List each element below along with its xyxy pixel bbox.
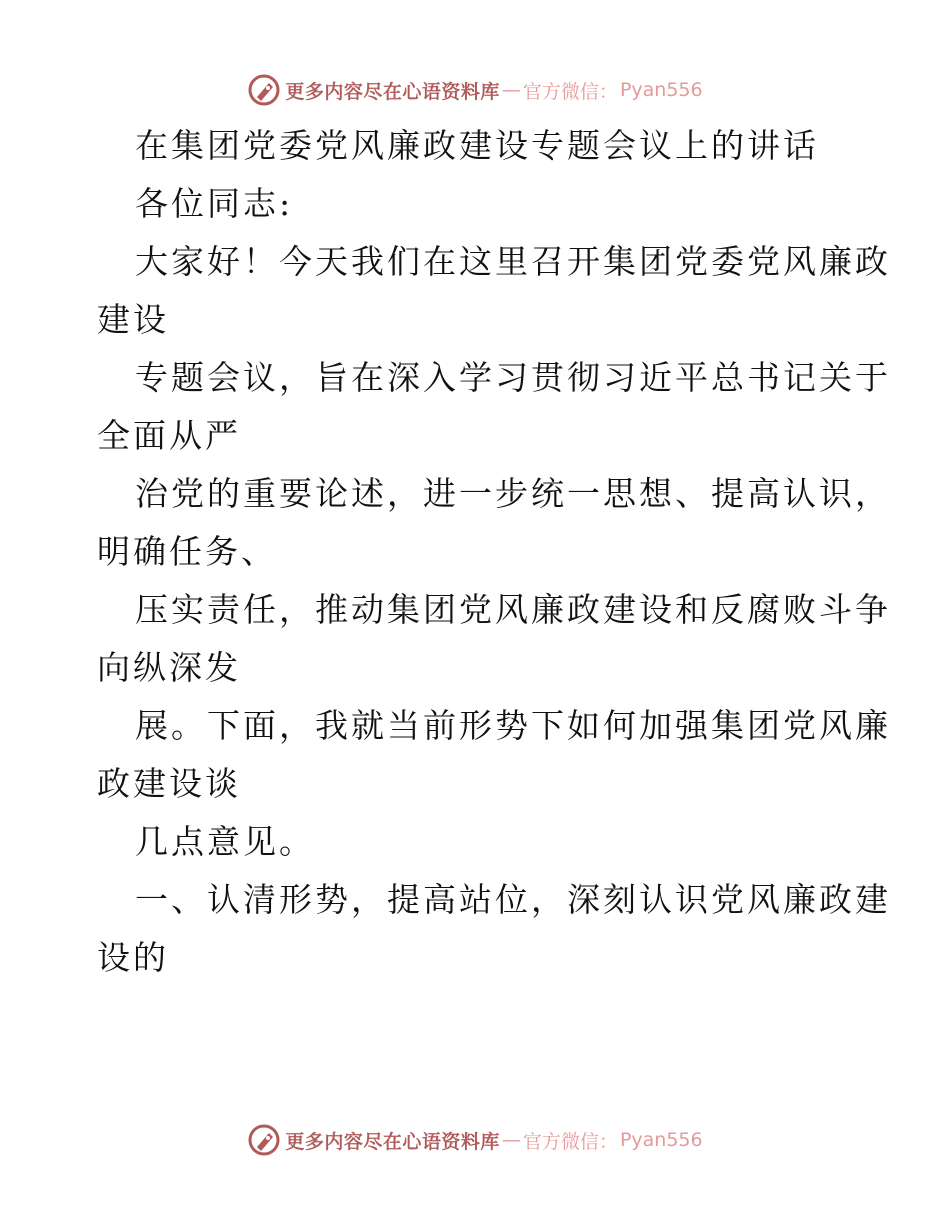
paragraph-line: 向纵深发 — [97, 648, 241, 687]
paragraph-line: 专题会议，旨在深入学习贯彻习近平总书记关于 — [135, 358, 891, 397]
banner-dash: — — [501, 1129, 521, 1151]
banner-dash: — — [501, 79, 521, 101]
paragraph-line: 展。下面，我就当前形势下如何加强集团党风廉 — [135, 706, 891, 745]
paragraph-line: 治党的重要论述，进一步统一思想、提高认识， — [135, 474, 891, 513]
pen-nib-logo-icon — [247, 73, 281, 107]
pen-nib-logo-icon — [247, 1123, 281, 1157]
section-heading-line: 一、认清形势，提高站位，深刻认识党风廉政建 — [135, 880, 891, 919]
banner-text: 更多内容尽在心语资料库 — [285, 1130, 500, 1153]
paragraph-line: 全面从严 — [97, 416, 241, 455]
banner-wechat-id: Pyan556 — [619, 79, 703, 101]
header-watermark-banner — [0, 70, 950, 110]
banner-wechat-id: Pyan556 — [619, 1129, 703, 1151]
paragraph-line: 大家好！今天我们在这里召开集团党委党风廉政 — [135, 242, 891, 281]
section-heading-line: 设的 — [97, 938, 169, 977]
footer-watermark-banner — [0, 1120, 950, 1160]
banner-wechat-label: 官方微信： — [522, 80, 618, 103]
paragraph-line: 政建设谈 — [97, 764, 241, 803]
paragraph-line: 明确任务、 — [97, 532, 277, 571]
document-body — [97, 122, 891, 992]
document-title: 在集团党委党风廉政建设专题会议上的讲话 — [135, 126, 819, 165]
banner-text: 更多内容尽在心语资料库 — [285, 80, 500, 103]
salutation: 各位同志: — [135, 184, 294, 223]
paragraph-line: 压实责任，推动集团党风廉政建设和反腐败斗争 — [135, 590, 891, 629]
paragraph-line: 几点意见。 — [135, 822, 315, 861]
banner-wechat-label: 官方微信： — [522, 1130, 618, 1153]
paragraph-line: 建设 — [97, 300, 169, 339]
